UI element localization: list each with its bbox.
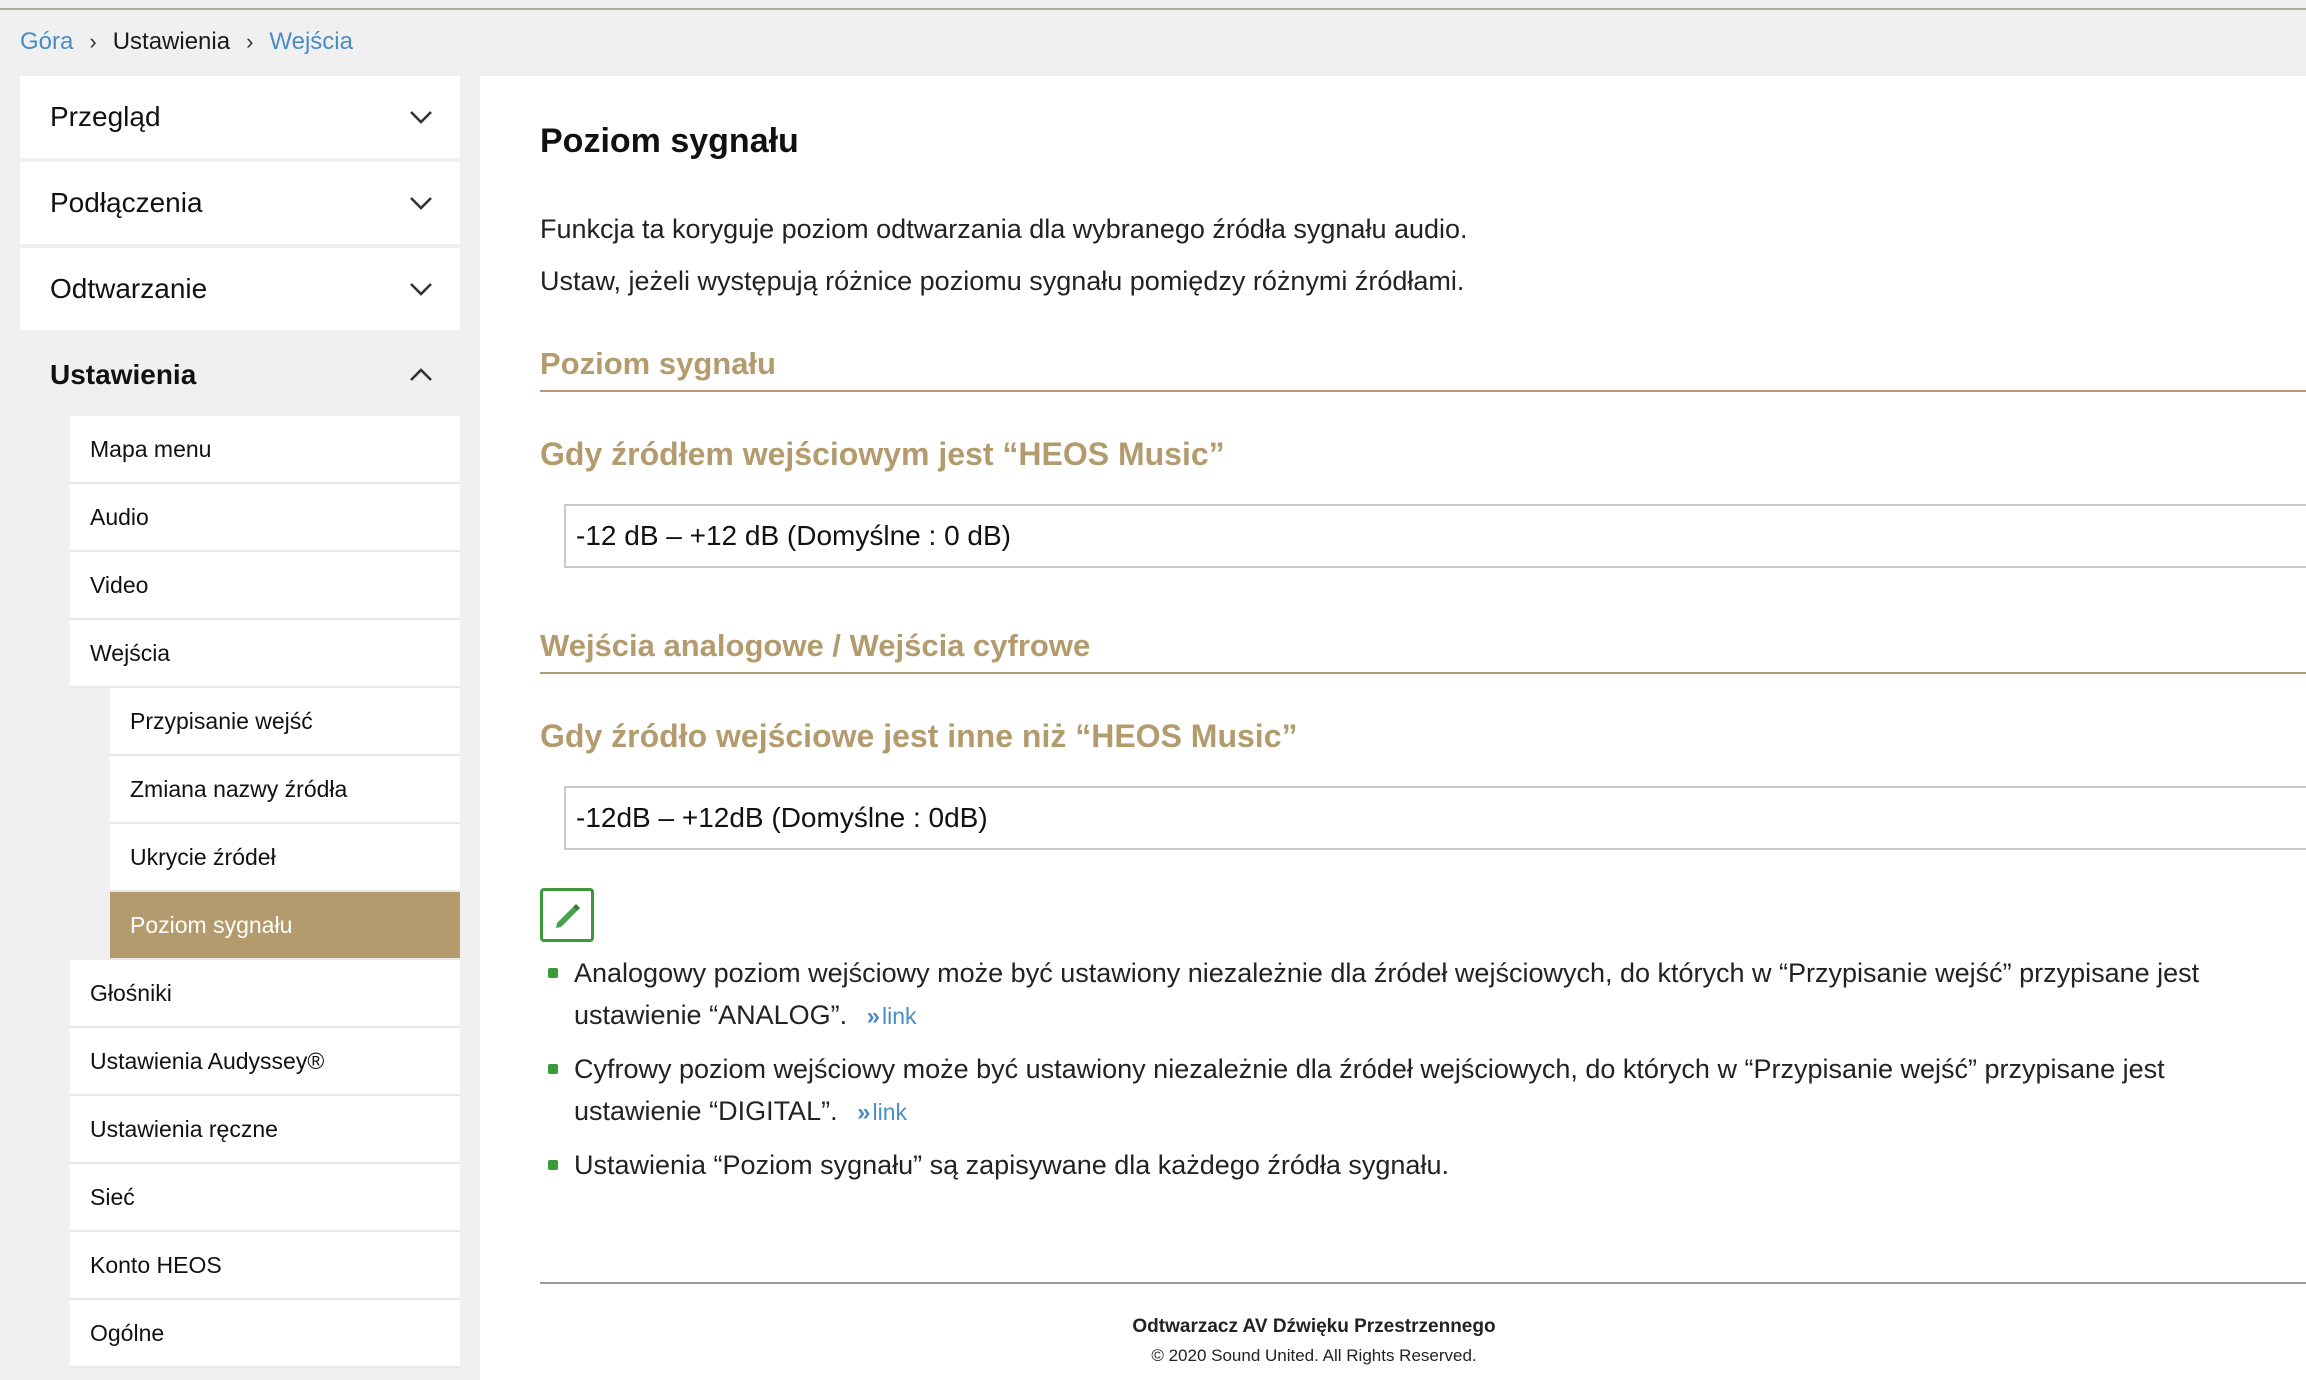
chevron-down-icon bbox=[408, 106, 430, 128]
list-item bbox=[540, 952, 2306, 1038]
sidebar-item-connections[interactable] bbox=[20, 162, 460, 244]
main-content bbox=[480, 76, 2306, 1380]
chevron-up-icon bbox=[408, 364, 430, 386]
sidebar-item-label: Odtwarzanie bbox=[50, 273, 208, 304]
double-arrow-icon: » bbox=[857, 1099, 871, 1126]
breadcrumb-inputs-link[interactable]: Wejścia bbox=[269, 28, 353, 55]
sidebar-item-speakers[interactable]: Głośniki bbox=[70, 960, 460, 1028]
footer-divider bbox=[540, 1282, 2306, 1284]
bullet-icon bbox=[548, 968, 558, 978]
value-range-text: -12 dB – +12 dB (Domyślne : 0 dB) bbox=[576, 520, 1011, 551]
sidebar-item-settings[interactable] bbox=[20, 334, 460, 416]
breadcrumb-home-link[interactable]: Góra bbox=[20, 28, 74, 55]
notes-list bbox=[540, 952, 2306, 1196]
sidebar-item-network[interactable]: Sieć bbox=[70, 1164, 460, 1232]
footer bbox=[540, 1316, 2088, 1366]
sidebar-item-signal-level[interactable]: Poziom sygnału bbox=[110, 892, 460, 960]
note-text: Cyfrowy poziom wejściowy może być ustawiony niezależnie dla źródeł wejściowych, do których w “Przypisanie wejść” przypisane jest bbox=[574, 1054, 2165, 1084]
sidebar bbox=[20, 76, 460, 1368]
note-link[interactable] bbox=[857, 1099, 907, 1125]
link-label: link bbox=[872, 1099, 907, 1125]
inputs-submenu bbox=[110, 688, 460, 960]
sidebar-item-input-assign[interactable]: Przypisanie wejść bbox=[110, 688, 460, 756]
chevron-down-icon bbox=[408, 278, 430, 300]
bullet-icon bbox=[548, 1064, 558, 1074]
sidebar-item-audio[interactable]: Audio bbox=[70, 484, 460, 552]
footer-copyright: © 2020 Sound United. All Rights Reserved. bbox=[1151, 1346, 1477, 1365]
list-item bbox=[540, 1144, 2306, 1186]
sidebar-item-inputs[interactable]: Wejścia bbox=[70, 620, 460, 688]
note-text: Ustawienia “Poziom sygnału” są zapisywane dla każdego źródła sygnału. bbox=[574, 1150, 1449, 1180]
pencil-note-icon bbox=[540, 888, 594, 942]
sidebar-item-menu-map[interactable]: Mapa menu bbox=[70, 416, 460, 484]
sidebar-item-hide-sources[interactable]: Ukrycie źródeł bbox=[110, 824, 460, 892]
breadcrumb-settings: Ustawienia bbox=[112, 28, 231, 55]
section-heading: Poziom sygnału bbox=[540, 346, 2306, 392]
page-title: Poziom sygnału bbox=[540, 122, 799, 160]
note-link[interactable] bbox=[867, 1003, 917, 1029]
value-range-text: -12dB – +12dB (Domyślne : 0dB) bbox=[576, 802, 988, 833]
breadcrumb bbox=[20, 26, 353, 58]
sidebar-item-label: Przegląd bbox=[50, 101, 161, 132]
settings-submenu bbox=[70, 416, 460, 1368]
top-divider bbox=[0, 8, 2306, 10]
breadcrumb-separator-icon: › bbox=[246, 29, 254, 54]
double-arrow-icon: » bbox=[866, 1003, 880, 1030]
footer-product-name: Odtwarzacz AV Dźwięku Przestrzennego bbox=[1132, 1316, 1496, 1337]
chevron-down-icon bbox=[408, 192, 430, 214]
sidebar-item-rename-source[interactable]: Zmiana nazwy źródła bbox=[110, 756, 460, 824]
section-subheading: Gdy źródło wejściowe jest inne niż “HEOS Music” bbox=[540, 718, 1298, 754]
sidebar-item-heos-account[interactable]: Konto HEOS bbox=[70, 1232, 460, 1300]
list-item bbox=[540, 1048, 2306, 1134]
section-subheading: Gdy źródłem wejściowym jest “HEOS Music” bbox=[540, 436, 1225, 472]
sidebar-item-general[interactable]: Ogólne bbox=[70, 1300, 460, 1368]
sidebar-item-video[interactable]: Video bbox=[70, 552, 460, 620]
note-text: Analogowy poziom wejściowy może być ustawiony niezależnie dla źródeł wejściowych, do których w “Przypisanie wejść” przypisane jest bbox=[574, 958, 2200, 988]
value-range-box bbox=[564, 786, 2306, 850]
link-label: link bbox=[881, 1003, 917, 1029]
bullet-icon bbox=[548, 1160, 558, 1170]
intro-text: Funkcja ta koryguje poziom odtwarzania dla wybranego źródła sygnału audio. bbox=[540, 214, 1468, 244]
sidebar-item-audyssey[interactable]: Ustawienia Audyssey® bbox=[70, 1028, 460, 1096]
section-heading: Wejścia analogowe / Wejścia cyfrowe bbox=[540, 628, 2306, 674]
sidebar-item-playback[interactable] bbox=[20, 248, 460, 330]
intro-text: Ustaw, jeżeli występują różnice poziomu sygnału pomiędzy różnymi źródłami. bbox=[540, 266, 1465, 296]
sidebar-item-label: Podłączenia bbox=[50, 187, 203, 218]
note-text: ustawienie “DIGITAL”. bbox=[574, 1096, 838, 1126]
sidebar-item-overview[interactable] bbox=[20, 76, 460, 158]
sidebar-item-manual-setup[interactable]: Ustawienia ręczne bbox=[70, 1096, 460, 1164]
value-range-box bbox=[564, 504, 2306, 568]
sidebar-item-label: Ustawienia bbox=[50, 359, 197, 390]
breadcrumb-separator-icon: › bbox=[89, 29, 97, 54]
note-text: ustawienie “ANALOG”. bbox=[574, 1000, 848, 1030]
